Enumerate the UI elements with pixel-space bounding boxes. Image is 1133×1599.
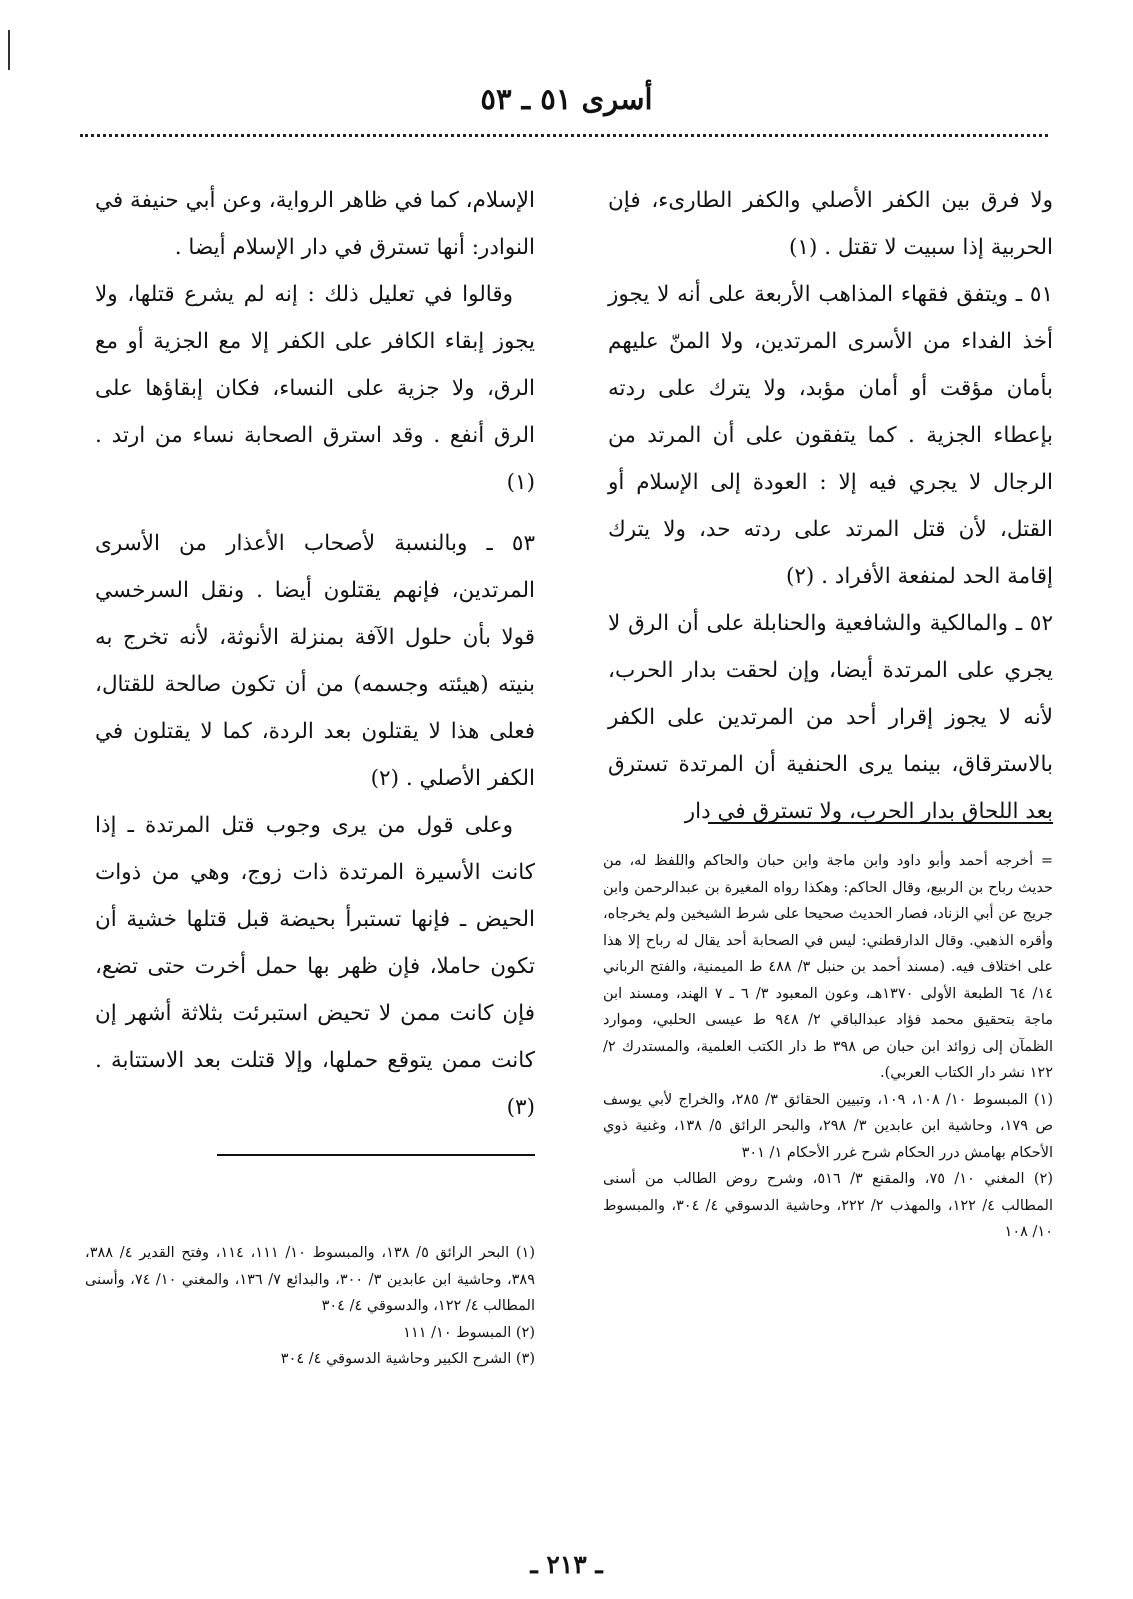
paragraph-51: ٥١ ـ ويتفق فقهاء المذاهب الأربعة على أنه لا يجوز أخذ الفداء من الأسرى المرتدين، ولا المنّ عليهم بأمان مؤقت أو أمان مؤبد، ولا يترك على ردته بإعطاء الجزية . كما يتفقون على أن المرتد من الرجال لا يجري فيه إلا : العودة إلى الإسلام أو القتل، لأن قتل المرتد على ردته حد، ولا يترك إقامة الحد لمنفعة الأفراد . (٢) [608, 282, 1053, 589]
paragraph-53: ٥٣ ـ وبالنسبة لأصحاب الأعذار من الأسرى المرتدين، فإنهم يقتلون أيضا . ونقل السرخسي قولا بأن حلول الآفة بمنزلة الأنوثة، لأنه تخرج به بنيته (هيئته وجسمه) من أن تكون صالحة للقتال، فعلى هذا لا يقتلون بعد الردة، كما لا يقتلون في الكفر الأصلي . (٢) [95, 531, 535, 791]
paragraph: ولا فرق بين الكفر الأصلي والكفر الطارىء، فإن الحربية إذا سبيت لا تقتل . (١) [608, 188, 1053, 260]
footnote-separator [217, 1154, 535, 1156]
right-text-column [608, 177, 1053, 835]
left-footnotes [85, 1240, 535, 1373]
left-text-column [95, 177, 535, 1131]
paragraph: وعلى قول من يرى وجوب قتل المرتدة ـ إذا كانت الأسيرة المرتدة ذات زوج، وهي من ذوات الحيض ـ فإنها تستبرأ بحيضة قبل قتلها خشية أن تكون حاملا، فإن ظهر بها حمل أخرت حتى تضع، فإن كانت ممن لا تحيض استبرئت بثلاثة أشهر إن كانت ممن يتوقع حملها، وإلا قتلت بعد الاستتابة . (٣) [95, 813, 535, 1120]
right-footnotes [603, 848, 1053, 1246]
footnote-2: (٢) المبسوط ١٠/ ١١١ [403, 1324, 535, 1341]
footnote-3: (٣) الشرح الكبير وحاشية الدسوقي ٤/ ٣٠٤ [280, 1351, 535, 1367]
paragraph-52: ٥٢ ـ والمالكية والشافعية والحنابلة على أن الرق لا يجري على المرتدة أيضا، وإن لحقت بدار الحرب، لأنه لا يجوز إقرار أحد من المرتدين على الكفر بالاسترقاق، بينما يرى الحنفية أن المرتدة تسترق بعد اللحاق بدار الحرب، ولا تسترق في دار [608, 611, 1053, 824]
paragraph: الإسلام، كما في ظاهر الرواية، وعن أبي حنيفة في النوادر: أنها تسترق في دار الإسلام أيضا . [95, 188, 535, 260]
header-dotted-rule [80, 134, 1048, 137]
margin-mark [8, 30, 10, 70]
footnote-1: (١) البحر الرائق ٥/ ١٣٨، والمبسوط ١٠/ ١١١، ١١٤، وفتح القدير ٤/ ٣٨٨، ٣٨٩، وحاشية ابن عابدين ٣/ ٣٠٠، والبدائع ٧/ ١٣٦، والمغني ١٠/ ٧٤، وأسنى المطالب ٤/ ١٢٢، والدسوقي ٤/ ٣٠٤ [85, 1245, 535, 1314]
footnote-1: (١) المبسوط ١٠/ ١٠٨، ١٠٩، وتبيين الحقائق ٣/ ٢٨٥، والخراج لأبي يوسف ص ١٧٩، وحاشية ابن عابدين ٣/ ٢٩٨، والبحر الرائق ٥/ ١٣٨، وغنية ذوي الأحكام بهامش درر الحكام شرح غرر الأحكام ١/ ٣٠١ [603, 1091, 1054, 1161]
footnote-separator [708, 822, 1053, 824]
paragraph: وقالوا في تعليل ذلك : إنه لم يشرع قتلها، ولا يجوز إبقاء الكافر على الكفر إلا مع الجزية أو مع الرق، ولا جزية على النساء، فكان إبقاؤها على الرق أنفع . وقد استرق الصحابة نساء من ارتد . (١) [95, 282, 535, 495]
footnote-2: (٢) المغني ١٠/ ٧٥، والمقنع ٣/ ٥١٦، وشرح روض الطالب من أسنى المطالب ٤/ ١٢٢، والمهذب ٢/ ٢٢٢، وحاشية الدسوقي ٤/ ٣٠٤، والمبسوط ١٠/ ١٠٨ [603, 1171, 1054, 1240]
page-header-title: أسرى ٥١ ـ ٥٣ [480, 82, 653, 116]
page-number: ـ ٢١٣ ـ [530, 1550, 603, 1579]
footnote-continued: = أخرجه أحمد وأبو داود وابن ماجة وابن حبان والحاكم واللفظ له، من حديث رباح بن الربيع، وقال الحاكم: وهكذا رواه المغيرة بن عبدالرحمن وابن جريج عن أبي الزناد، فصار الحديث صحيحا على شرط الشيخين ولم يخرجاه، وأقره الذهبي. وقال الدارقطني: ليس في الصحابة أحد يقال له رباح إلا هذا على اختلاف فيه. (مسند أحمد بن حنبل ٣/ ٤٨٨ ط الميمنية، والفتح الرباني ١٤/ ٦٤ الطبعة الأولى ١٣٧٠هـ، وعون المعبود ٣/ ٦ ـ ٧ الهند، ومسند ابن ماجة بتحقيق محمد فؤاد عبدالباقي ٢/ ٩٤٨ ط عيسى الحلبي، وموارد الظمآن إلى زوائد ابن حبان ص ٣٩٨ ط دار الكتب العلمية، والمستدرك ٢/ ١٢٢ نشر دار الكتاب العربي). [603, 853, 1054, 1081]
